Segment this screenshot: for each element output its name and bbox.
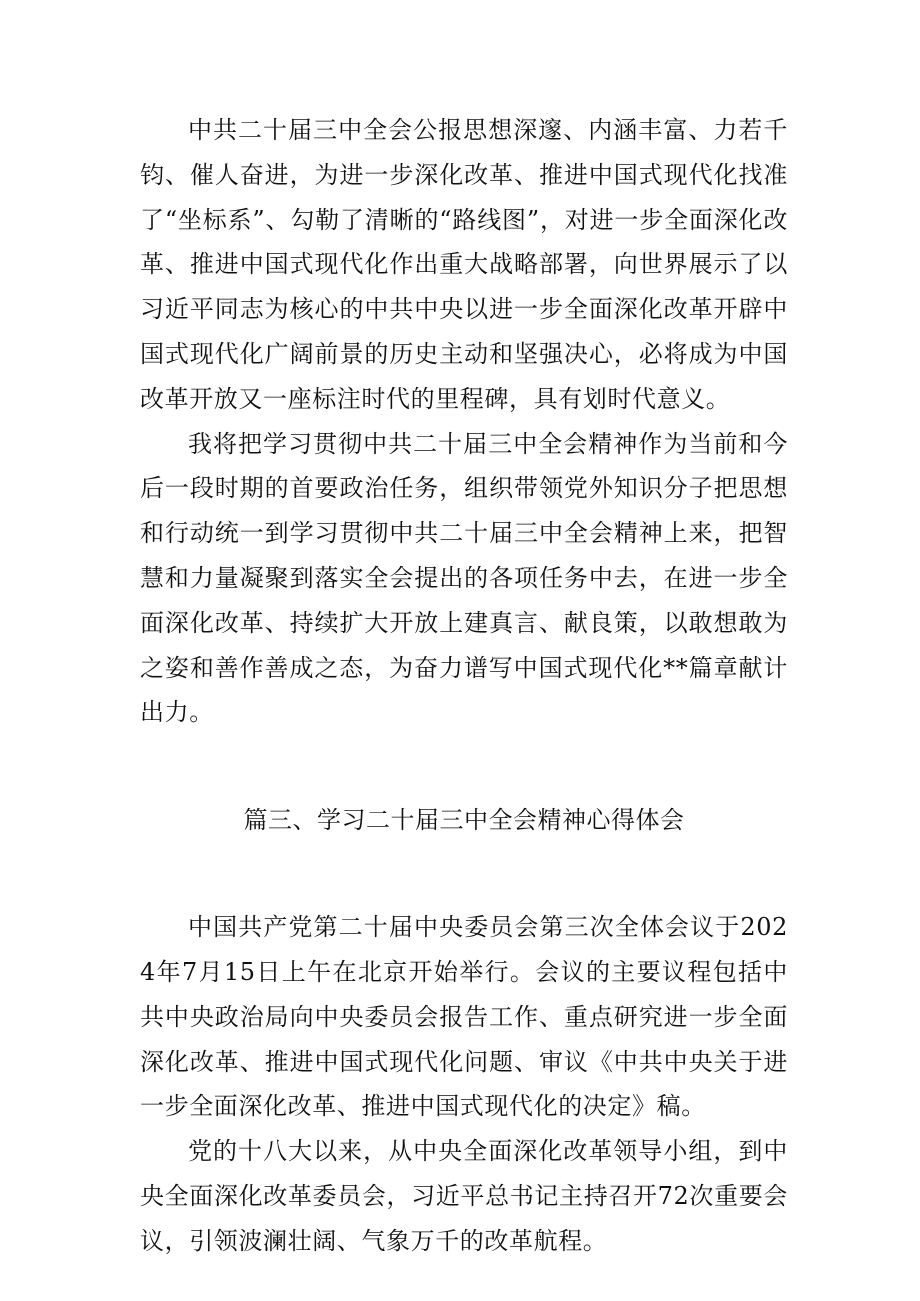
body-paragraph-1: 中共二十届三中全会公报思想深邃、内涵丰富、力若千钧、催人奋进，为进一步深化改革、推进中国式现代化找准了“坐标系”、勾勒了清晰的“路线图”，对进一步全面深化改革、推进中国式现代化作出重大战略部署，向世界展示了以习近平同志为核心的中共中央以进一步全面深化改革开辟中国式现代化广阔前景的历史主动和坚强决心，必将成为中国改革开放又一座标注时代的里程碑，具有划时代意义。	[140, 116, 788, 413]
body-paragraph-2: 我将把学习贯彻中共二十届三中全会精神作为当前和今后一段时期的首要政治任务，组织带领党外知识分子把思想和行动统一到学习贯彻中共二十届三中全会精神上来，把智慧和力量凝聚到落实全会提出的各项任务中去，在进一步全面深化改革、持续扩大开放上建真言、献良策，以敢想敢为之姿和善作善成之态，为奋力谱写中国式现代化**篇章献计出力。	[140, 429, 788, 727]
section-heading: 篇三、学习二十届三中全会精神心得体会	[243, 806, 685, 835]
body-paragraph-4: 党的十八大以来，从中央全面深化改革领导小组，到中央全面深化改革委员会，习近平总书记主持召开72次重要会议，引领波澜壮阔、气象万千的改革航程。	[140, 1137, 788, 1255]
body-paragraph-3: 中国共产党第二十届中央委员会第三次全体会议于2024年7月15日上午在北京开始举行。会议的主要议程包括中共中央政治局向中央委员会报告工作、重点研究进一步全面深化改革、推进中国式现代化问题、审议《中共中央关于进一步全面深化改革、推进中国式现代化的决定》稿。	[140, 913, 788, 1121]
